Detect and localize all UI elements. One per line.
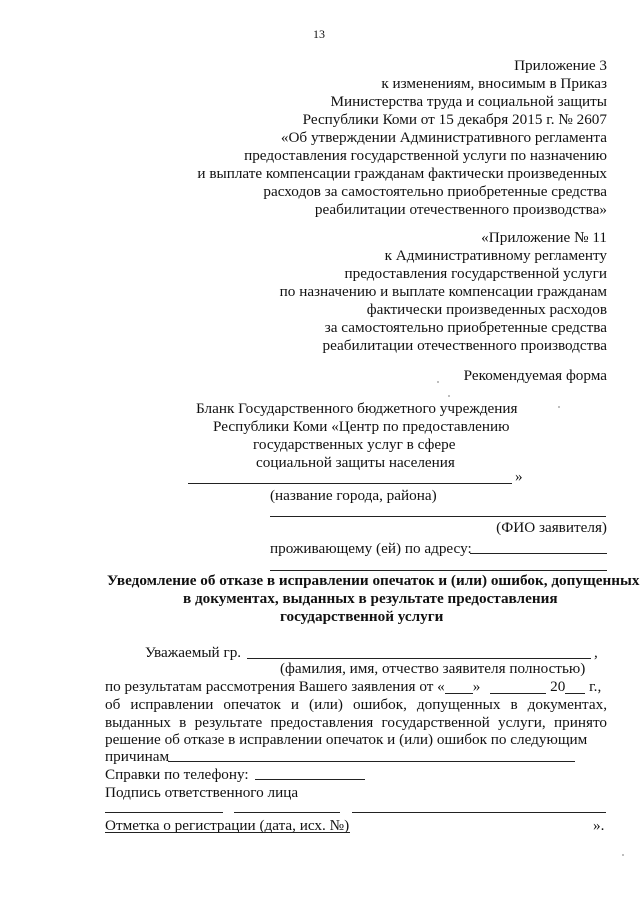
signature-blank-2 — [234, 812, 340, 813]
appendix-3-line: Министерства труда и социальной защиты — [330, 93, 607, 110]
appendix-3-line: к изменениям, вносимым в Приказ — [381, 75, 607, 92]
city-underline — [188, 483, 512, 484]
notice-title-line: в документах, выданных в результате предоставления — [183, 590, 558, 607]
notice-title-line: Уведомление об отказе в исправлении опечаток и (или) ошибок, допущенных — [107, 572, 640, 589]
appendix-11-line: за самостоятельно приобретенные средства — [324, 319, 607, 336]
year-prefix: 20 — [546, 678, 566, 695]
appendix-11-line: по назначению и выплате компенсации гражданам — [279, 283, 607, 300]
recommended-form-label: Рекомендуемая форма — [463, 367, 607, 384]
appendix-11-line: к Административному регламенту — [384, 247, 607, 264]
appendix-11-line: предоставления государственной услуги — [344, 265, 607, 282]
address-underline-2 — [270, 570, 607, 571]
day-blank — [445, 693, 473, 694]
decision-paragraph: об исправлении опечаток и (или) ошибок, допущенных в документах, выданных в результате предоставления государственной услуги, принято решение об отказе в исправлении опечаток и (или) ошибок по следующим — [105, 696, 607, 749]
appendix-3-line: реабилитации отечественного производства» — [314, 201, 607, 218]
closing-quote: » — [515, 468, 523, 485]
appendix-3-line: Приложение 3 — [514, 57, 607, 74]
review-prefix: по результатам рассмотрения Вашего заявления от « — [105, 678, 445, 695]
address-underline — [470, 553, 607, 554]
appendix-3-line: Республики Коми от 15 декабря 2015 г. № 2607 — [302, 111, 607, 128]
review-date-line — [105, 679, 601, 694]
appendix-3-line: и выплате компенсации гражданам фактически произведенных — [197, 165, 607, 182]
fio-underline — [270, 516, 606, 517]
page-number: 13 — [313, 27, 325, 41]
institution-line: Бланк Государственного бюджетного учреждения — [196, 400, 518, 417]
greeting-label: Уважаемый гр. — [145, 644, 242, 661]
name-caption: (фамилия, имя, отчество заявителя полностью) — [280, 660, 586, 677]
reasons-underline — [168, 761, 575, 762]
phone-label: Справки по телефону: — [105, 766, 249, 783]
signature-blank-1 — [105, 812, 223, 813]
institution-line: Республики Коми «Центр по предоставлению — [213, 418, 510, 435]
scan-speck — [622, 854, 624, 856]
appendix-11-line: фактически произведенных расходов — [366, 301, 607, 318]
appendix-3-line: расходов за самостоятельно приобретенные средства — [263, 183, 607, 200]
year-suffix: г., — [585, 678, 602, 695]
city-caption: (название города, района) — [270, 487, 437, 504]
fio-caption: (ФИО заявителя) — [496, 519, 607, 536]
address-label: проживающему (ей) по адресу: — [270, 540, 472, 557]
notice-title-line: государственной услуги — [280, 608, 444, 625]
signature-label: Подпись ответственного лица — [105, 784, 299, 801]
scan-speck — [558, 406, 560, 408]
scan-speck — [448, 395, 450, 397]
appendix-3-line: «Об утверждении Административного регламента — [280, 129, 607, 146]
appendix-3-line: предоставления государственной услуги по назначению — [244, 147, 607, 164]
appendix-11-line: «Приложение № 11 — [481, 229, 607, 246]
scan-speck — [437, 381, 439, 383]
review-mid: » — [472, 678, 481, 695]
month-blank — [490, 693, 546, 694]
institution-line: социальной защиты населения — [256, 454, 455, 471]
greeting-comma: , — [594, 644, 598, 661]
year-blank — [565, 693, 585, 694]
name-underline — [247, 658, 591, 659]
registration-underline — [105, 832, 350, 833]
reasons-label: причинам — [105, 748, 170, 765]
registration-end: ». — [593, 817, 605, 834]
institution-line: государственных услуг в сфере — [253, 436, 456, 453]
registration-label: Отметка о регистрации (дата, исх. №) — [105, 817, 350, 834]
phone-underline — [255, 779, 365, 780]
appendix-11-line: реабилитации отечественного производства — [322, 337, 607, 354]
signature-blank-3 — [352, 812, 606, 813]
